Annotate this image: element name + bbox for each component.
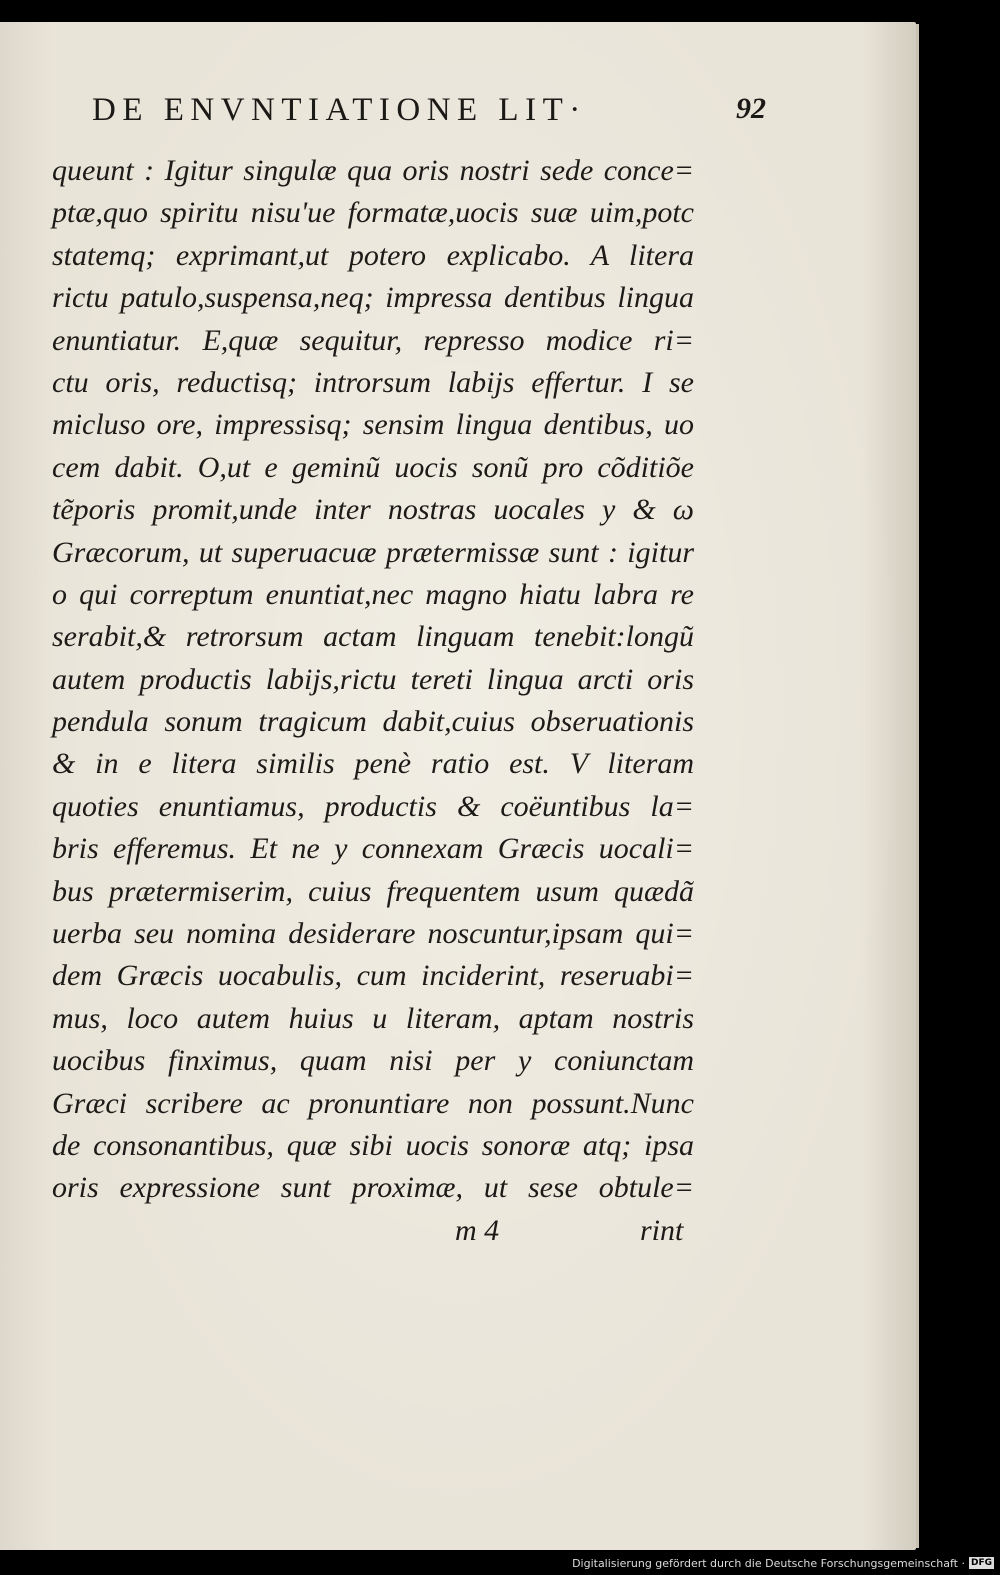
text-line: uerba seu nomina desiderare noscuntur,ipsam qui= xyxy=(52,917,694,951)
text-line: miclusо ore, impressisq; sensim lingua dentibus, uo xyxy=(52,408,694,442)
text-line: serabit,& retrorsum actam linguam tenebit:longũ xyxy=(52,620,694,654)
text-line: queunt : Igitur singulæ qua oris nostri sede conce= xyxy=(52,154,694,187)
text-line: uocibus finximus, quam nisi per y coniunctam xyxy=(52,1044,694,1078)
body-text xyxy=(52,150,712,1210)
text-line: ctu oris, reductisq; introrsum labijs effertur. I se xyxy=(52,365,694,399)
text-line: enuntiatur. E,quæ sequitur, represso modice ri= xyxy=(52,323,694,357)
text-line: quoties enuntiamus, productis & coëuntibus la= xyxy=(52,789,694,823)
text-line: mus, loco autem huius u literam, aptam nostris xyxy=(52,1001,694,1035)
text-line: pendula sonum tragicum dabit,cuius obseruationis xyxy=(52,705,694,739)
text-line: de consonantibus, quæ sibi uocis sonoræ atq; ipsa xyxy=(52,1128,694,1162)
signature-mark: m 4 xyxy=(455,1214,500,1247)
page-number: 92 xyxy=(736,92,766,125)
page-header xyxy=(92,92,772,132)
text-line: bris efferemus. Et ne y connexam Græcis uocali= xyxy=(52,832,694,866)
dfg-logo-icon: DFG xyxy=(970,1558,992,1568)
text-line: tẽporis promit,unde inter nostras uocales y & ω xyxy=(52,493,694,527)
text-line: oris expressione sunt proximæ, ut sese obtule= xyxy=(52,1171,694,1205)
text-line: bus prætermiserim, cuius frequentem usum quædã xyxy=(52,874,694,908)
text-line: cem dabit. O,ut e geminũ uocis sonũ pro cõditiõe xyxy=(52,450,694,484)
text-line: statemq; exprimant,ut potero explicabo. A litera xyxy=(52,238,694,272)
text-line: ptæ,quo spiritu nisu'ue formatæ,uocis suæ uim,potc xyxy=(52,196,694,230)
page-edge xyxy=(916,24,919,1548)
text-line: Græci scribere ac pronuntiare non possunt.Nunc xyxy=(52,1086,694,1120)
text-line: & in e litera similis penè ratio est. V literam xyxy=(52,747,694,781)
running-head: DE ENVNTIATIONE LIT· xyxy=(92,92,587,128)
digitization-credit xyxy=(572,1554,994,1572)
text-line: autem productis labijs,rictu tereti lingua arcti oris xyxy=(52,662,694,696)
text-line: rictu patulo,suspensa,neq; impressa dentibus lingua xyxy=(52,281,694,315)
page-footer xyxy=(0,1214,700,1254)
text-line: dem Græcis uocabulis, cum inciderint, reseruabi= xyxy=(52,959,694,993)
catchword: rint xyxy=(640,1214,684,1247)
text-line: Græcorum, ut superuacuæ prætermissæ sunt : igitur xyxy=(52,535,694,569)
text-line: o qui correptum enuntiat,nec magno hiatu labra re xyxy=(52,577,694,611)
credit-text: Digitalisierung gefördert durch die Deutsche Forschungsgemeinschaft · xyxy=(572,1556,965,1570)
